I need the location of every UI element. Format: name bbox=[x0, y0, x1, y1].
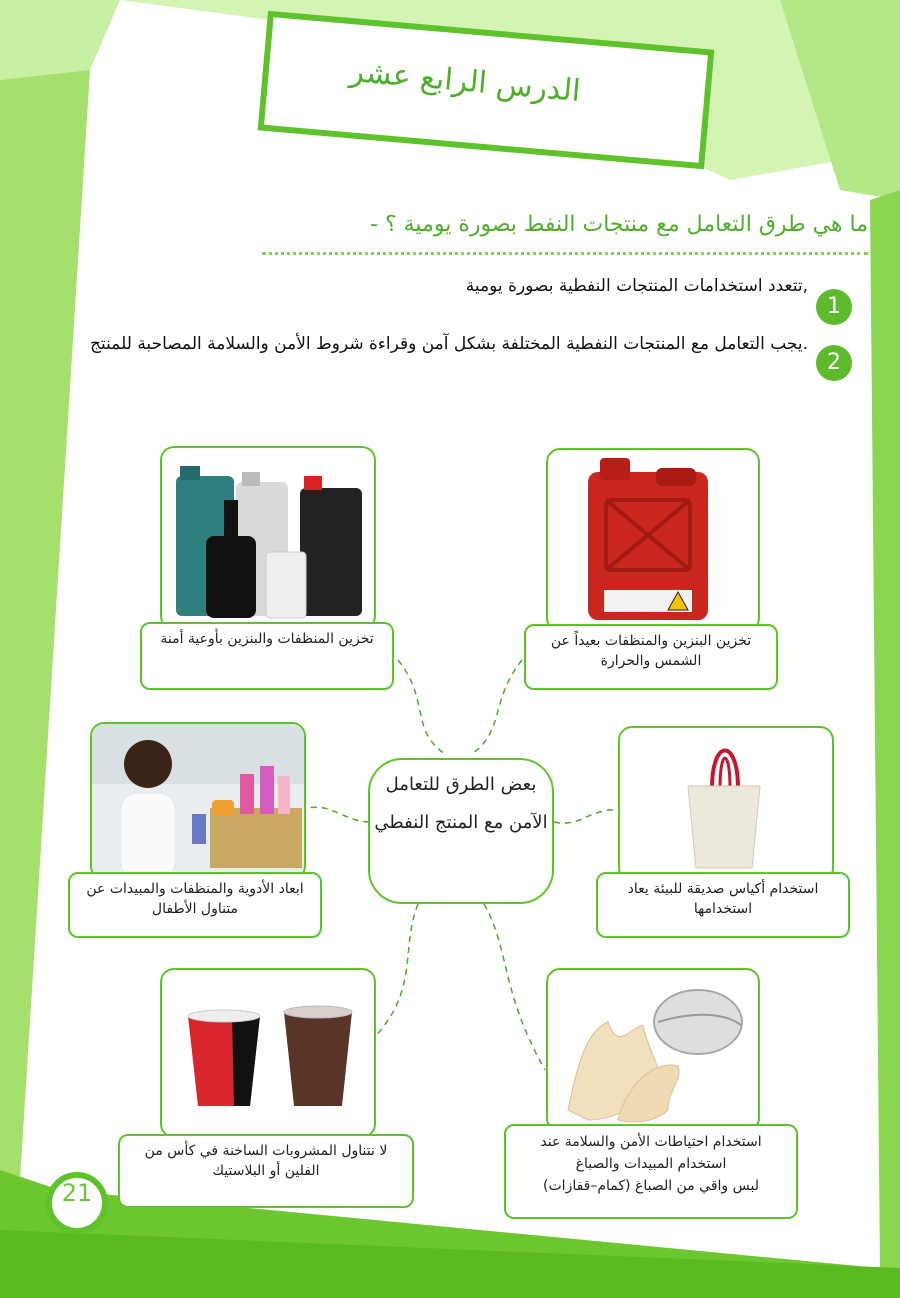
caption-bag-line1: استخدام أكياس صديقة للبيئة يعاد bbox=[627, 881, 819, 897]
jerrycan-image-card bbox=[546, 448, 760, 632]
caption-gloves-line2: استخدام المبيدات والصباغ bbox=[575, 1156, 727, 1172]
caption-jerrycan bbox=[524, 624, 778, 690]
disposable-cups-icon bbox=[162, 970, 374, 1136]
caption-jerrycan-line2: الشمس والحرارة bbox=[600, 653, 702, 669]
child-with-cleaners-icon bbox=[92, 724, 304, 878]
caption-cups-line1: لا نتناول المشروبات الساخنة في كأس من bbox=[144, 1143, 388, 1159]
question-heading: ما هي طرق التعامل مع منتجات النفط بصورة يومية ؟ - bbox=[370, 212, 868, 237]
caption-bag-line2: استخدامها bbox=[693, 901, 753, 917]
center-line2: الآمن مع المنتج النفطي bbox=[374, 812, 548, 833]
caption-bag bbox=[596, 872, 850, 938]
caption-containers-line1: تخزين المنظفات والبنزين بأوعية أمنة bbox=[160, 631, 374, 647]
lesson-title: الدرس الرابع عشر bbox=[348, 53, 582, 110]
caption-jerrycan-line1: تخزين البنزين والمنظفات بعيداً عن bbox=[550, 633, 752, 649]
child-image-card bbox=[90, 722, 306, 880]
caption-gloves-line1: استخدام احتياطات الأمن والسلامة عند bbox=[540, 1134, 762, 1150]
cups-image-card bbox=[160, 968, 376, 1138]
cloth-bag-icon bbox=[620, 728, 832, 880]
point-1-number: 1 bbox=[816, 289, 852, 325]
caption-cups bbox=[118, 1134, 414, 1208]
caption-child-line1: ابعاد الأدوية والمنظفات والمبيدات عن bbox=[86, 881, 304, 897]
oil-containers-icon bbox=[162, 448, 374, 628]
page-number: 21 bbox=[46, 1172, 108, 1234]
caption-gloves bbox=[504, 1124, 798, 1219]
gloves-image-card bbox=[546, 968, 760, 1132]
gloves-and-mask-icon bbox=[548, 970, 758, 1130]
point-1-text: ,تتعدد استخدامات المنتجات النفطية بصورة يومية bbox=[465, 276, 808, 296]
center-line1: بعض الطرق للتعامل bbox=[385, 774, 537, 795]
bag-image-card bbox=[618, 726, 834, 882]
caption-gloves-line3: لبس واقي من الصباغ (كمام–قفازات) bbox=[543, 1178, 759, 1194]
caption-child bbox=[68, 872, 322, 938]
caption-containers bbox=[140, 622, 394, 690]
point-2-number: 2 bbox=[816, 345, 852, 381]
mind-map-center bbox=[368, 758, 554, 904]
jerrycan-icon bbox=[548, 450, 758, 630]
containers-image-card bbox=[160, 446, 376, 630]
caption-cups-line2: الفلين أو البلاستيك bbox=[212, 1163, 320, 1179]
caption-child-line2: متناول الأطفال bbox=[151, 901, 239, 917]
point-2-text: .يجب التعامل مع المنتجات النفطية المختلفة بشكل آمن وقراءة شروط الأمن والسلامة المصاحبة للمنتج bbox=[90, 334, 808, 354]
